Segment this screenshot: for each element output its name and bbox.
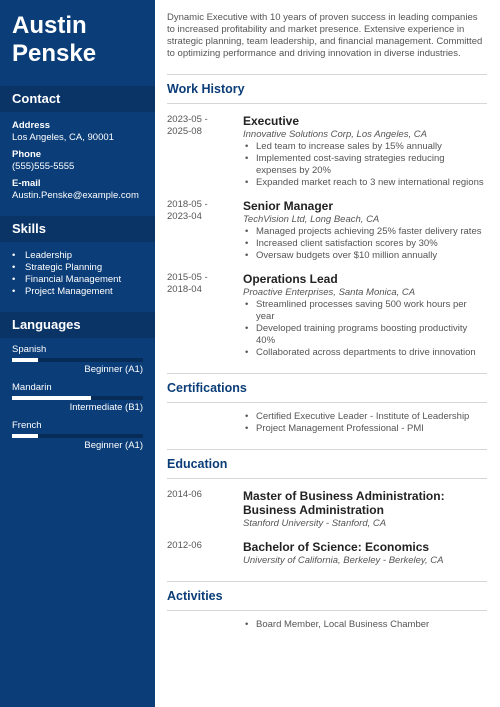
- job-bullet: • Expanded market reach to 3 new international regions: [243, 177, 487, 189]
- language-proficiency-fill: [12, 434, 38, 438]
- job-company: TechVision Ltd, Long Beach, CA: [243, 214, 380, 225]
- education-heading: Education: [167, 450, 487, 479]
- language-level: Beginner (A1): [84, 440, 143, 451]
- job-bullet: • Managed projects achieving 25% faster delivery rates: [243, 226, 487, 238]
- email-label: E-mail: [12, 178, 41, 189]
- job-start-date: 2018-05 -: [167, 199, 208, 210]
- job-start-date: 2015-05 -: [167, 272, 208, 283]
- education-body: [243, 540, 487, 567]
- language-level: Intermediate (B1): [69, 402, 143, 413]
- job-bullet: • Led team to increase sales by 15% annually: [243, 141, 487, 153]
- last-name: Penske: [12, 40, 97, 67]
- job-end-date: 2023-04: [167, 211, 202, 222]
- job-entry: [167, 199, 487, 262]
- work-history-section: [167, 74, 487, 359]
- job-title: Executive: [243, 114, 300, 128]
- activity-item: • Board Member, Local Business Chamber: [243, 619, 487, 631]
- certification-item: • Certified Executive Leader - Institute of Leadership: [243, 411, 487, 423]
- first-name: Austin: [12, 12, 87, 39]
- education-entry: [167, 540, 487, 567]
- degree-title: Bachelor of Science: Economics: [243, 540, 430, 554]
- email-value[interactable]: Austin.Penske@example.com: [12, 190, 139, 201]
- job-dates: [167, 272, 243, 359]
- job-bullet: • Oversaw budgets over $10 million annually: [243, 250, 487, 262]
- school-name: University of California, Berkeley - Berkeley, CA: [243, 555, 444, 566]
- sidebar: [0, 0, 155, 707]
- job-bullets: [243, 141, 487, 189]
- degree-title: Master of Business Administration: Business Administration: [243, 489, 445, 517]
- language-proficiency-fill: [12, 358, 38, 362]
- phone-value: (555)555-5555: [12, 161, 75, 172]
- address-label: Address: [12, 120, 51, 131]
- job-dates: [167, 114, 243, 189]
- language-proficiency-fill: [12, 396, 91, 400]
- skills-heading: Skills: [0, 216, 155, 242]
- job-start-date: 2023-05 -: [167, 114, 208, 125]
- activities-heading: Activities: [167, 582, 487, 611]
- education-body: [243, 489, 487, 530]
- certifications-section: [167, 373, 487, 435]
- education-entry: [167, 489, 487, 530]
- language-proficiency-bar: [12, 358, 143, 362]
- language-item: [12, 344, 143, 376]
- job-title: Senior Manager: [243, 199, 334, 213]
- job-body: [243, 199, 487, 262]
- certification-item: • Project Management Professional - PMI: [243, 423, 487, 435]
- language-name: Mandarin: [12, 382, 52, 393]
- language-name: Spanish: [12, 344, 47, 355]
- language-item: [12, 420, 143, 452]
- certifications-heading: Certifications: [167, 374, 487, 403]
- language-proficiency-bar: [12, 396, 143, 400]
- job-bullet: • Streamlined processes saving 500 work hours per year: [243, 299, 487, 323]
- job-end-date: 2018-04: [167, 284, 202, 295]
- job-title: Operations Lead: [243, 272, 338, 286]
- language-item: [12, 382, 143, 414]
- address-value: Los Angeles, CA, 90001: [12, 132, 114, 143]
- job-company: Proactive Enterprises, Santa Monica, CA: [243, 287, 416, 298]
- job-bullets: [243, 299, 487, 359]
- language-level: Beginner (A1): [84, 364, 143, 375]
- languages-heading: Languages: [0, 312, 155, 338]
- activities-section: [167, 581, 487, 631]
- job-body: [243, 114, 487, 189]
- education-date: 2012-06: [167, 540, 202, 551]
- job-bullets: [243, 226, 487, 262]
- contact-section: [0, 112, 155, 202]
- skills-list: [0, 242, 155, 298]
- skill-item: • Leadership: [12, 250, 143, 262]
- job-end-date: 2025-08: [167, 126, 202, 137]
- main-content: [167, 12, 487, 631]
- certifications-list: [167, 411, 487, 435]
- job-entry: [167, 114, 487, 189]
- languages-list: [0, 338, 155, 452]
- skill-item: • Financial Management: [12, 274, 143, 286]
- job-bullet: • Increased client satisfaction scores by 30%: [243, 238, 487, 250]
- activities-list: [167, 619, 487, 631]
- work-history-heading: Work History: [167, 75, 487, 104]
- job-entry: [167, 272, 487, 359]
- education-date: 2014-06: [167, 489, 202, 500]
- education-section: [167, 449, 487, 567]
- language-proficiency-bar: [12, 434, 143, 438]
- skill-item: • Project Management: [12, 286, 143, 298]
- job-bullet: • Developed training programs boosting productivity 40%: [243, 323, 487, 347]
- school-name: Stanford University - Stanford, CA: [243, 518, 387, 529]
- job-company: Innovative Solutions Corp, Los Angeles, CA: [243, 129, 427, 140]
- job-body: [243, 272, 487, 359]
- job-bullet: • Implemented cost-saving strategies reducing expenses by 20%: [243, 153, 487, 177]
- language-name: French: [12, 420, 42, 431]
- phone-label: Phone: [12, 149, 42, 160]
- skill-item: • Strategic Planning: [12, 262, 143, 274]
- job-bullet: • Collaborated across departments to drive innovation: [243, 347, 487, 359]
- contact-heading: Contact: [0, 86, 155, 112]
- job-dates: [167, 199, 243, 262]
- candidate-name: [0, 0, 155, 68]
- summary-text: Dynamic Executive with 10 years of proven success in leading companies to increased profitability and market presence. Extensive experience in strategic planning, team leadership, and financial management. Committed to optimizing performance and driving innovation in diverse industries.: [167, 12, 483, 59]
